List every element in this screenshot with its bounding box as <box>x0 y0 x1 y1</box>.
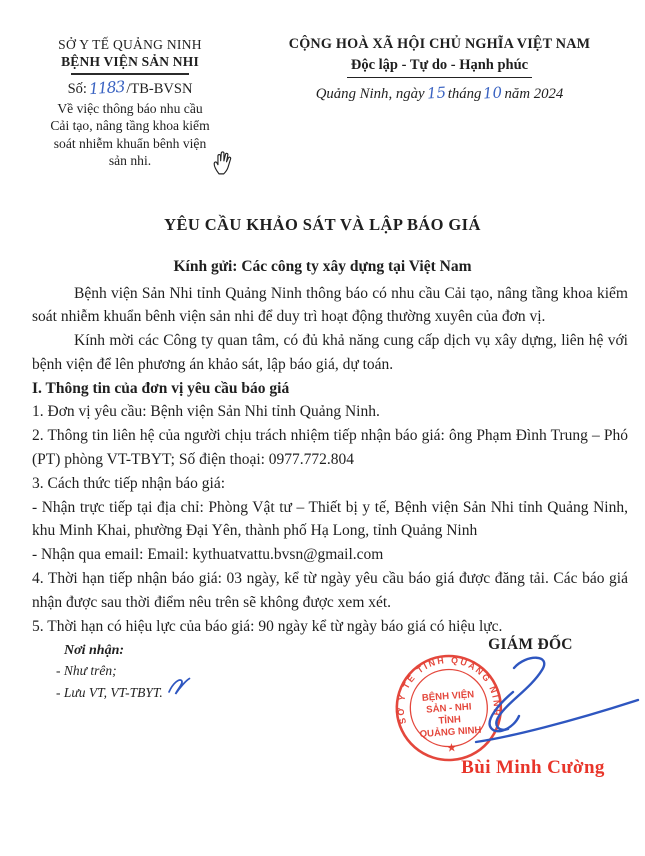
date-day-handwritten: 15 <box>426 83 447 103</box>
recipient-line: - Lưu VT, VT-TBYT. <box>56 684 163 700</box>
recipients-heading: Nơi nhận: <box>64 643 125 658</box>
date-suffix: năm 2024 <box>504 86 564 102</box>
body-item: 1. Đơn vị yêu cầu: Bệnh viện Sản Nhi tỉnh Quảng Ninh. <box>32 403 380 421</box>
national-title: CỘNG HOÀ XÃ HỘI CHỦ NGHĨA VIỆT NAM <box>288 36 591 52</box>
stamp-ring-text: SỞ Y TẾ TỈNH QUẢNG NINH <box>395 654 502 726</box>
body-item: 3. Cách thức tiếp nhận báo giá: <box>32 474 226 492</box>
document-number-prefix: Số: <box>67 80 87 97</box>
national-motto: Độc lập - Tự do - Hạnh phúc <box>347 56 532 78</box>
subject-line: soát nhiễm khuẩn bênh viện <box>53 135 207 151</box>
pen-initial-mark <box>166 675 192 704</box>
document-header <box>0 0 645 170</box>
signer-name: Bùi Minh Cường <box>461 757 605 778</box>
document-body <box>32 282 628 639</box>
salutation-line: Kính gửi: Các công ty xây dựng tại Việt Nam <box>173 257 472 275</box>
recipient-line: - Như trên; <box>56 663 117 678</box>
section-heading: I. Thông tin của đơn vị yêu cầu báo giá <box>32 379 290 397</box>
issuer-organization: BỆNH VIỆN SẢN NHI <box>61 54 199 69</box>
body-item: 5. Thời hạn có hiệu lực của báo giá: 90 ngày kể từ ngày báo giá có hiệu lực. <box>32 617 503 635</box>
issuer-underline <box>71 73 189 75</box>
document-title: YÊU CẦU KHẢO SÁT VÀ LẬP BÁO GIÁ <box>164 214 481 234</box>
body-item: - Nhận trực tiếp tại địa chỉ: Phòng Vật tư – Thiết bị y tế, Bệnh viện Sản Nhi tỉnh Quảng Ninh, khu Minh Khai, phường Đại Yên, thành phố Hạ Long, tỉnh Quảng Ninh <box>32 498 628 540</box>
recipients-block <box>56 643 163 702</box>
subject-line: Cải tạo, nâng tầng khoa kiểm <box>50 118 210 133</box>
stamp-center-line: QUẢNG NINH <box>419 724 482 741</box>
date-mid: tháng <box>447 86 482 102</box>
subject-line: Về việc thông báo nhu cầu <box>57 100 203 116</box>
document-number <box>16 79 244 99</box>
date-month-handwritten: 10 <box>482 83 504 103</box>
body-paragraph: Bệnh viện Sản Nhi tỉnh Quảng Ninh thông báo có nhu cầu Cải tạo, nâng tầng khoa kiểm soát nhiễm khuẩn bênh viện sản nhi để duy trì hoạt động thường xuyên của đơn vị. <box>32 284 628 326</box>
national-header-block <box>244 36 645 170</box>
document-subject <box>16 100 244 170</box>
stamp-center-line: BỆNH VIỆN <box>421 689 475 704</box>
document-number-suffix: /TB-BVSN <box>126 80 193 97</box>
body-item: - Nhận qua email: Email: kythuatvattu.bvsn@gmail.com <box>32 546 384 564</box>
document-number-handwritten: 1183 <box>88 77 125 98</box>
place-date-line <box>244 84 635 103</box>
signer-title: GIÁM ĐỐC <box>488 636 573 653</box>
body-paragraph: Kính mời các Công ty quan tâm, có đủ khả năng cung cấp dịch vụ xây dựng, liên hệ với bệnh viện để lên phương án khảo sát, lập báo giá, dự toán. <box>32 332 628 373</box>
body-item: 2. Thông tin liên hệ của người chịu trách nhiệm tiếp nhận báo giá: ông Phạm Đình Trung – Phó (PT) phòng VT-TBYT; Số điện thoại: 0977.772.804 <box>32 427 628 469</box>
subject-line: sản nhi. <box>108 153 152 168</box>
date-prefix: Quảng Ninh, ngày <box>315 86 425 102</box>
director-signature <box>468 652 643 757</box>
issuer-department: SỞ Y TẾ QUẢNG NINH <box>58 37 202 52</box>
issuer-block <box>16 36 244 170</box>
grab-hand-cursor-icon <box>212 149 233 181</box>
stamp-center-line: SẢN - NHI <box>425 701 472 716</box>
stamp-star: ★ <box>446 742 457 755</box>
stamp-center-line: TỈNH <box>438 714 462 727</box>
body-item: 4. Thời hạn tiếp nhận báo giá: 03 ngày, kể từ ngày yêu cầu báo giá được đăng tải. Các báo giá nhận được sau thời điểm nêu trên sẽ không được xem xét. <box>32 570 628 611</box>
